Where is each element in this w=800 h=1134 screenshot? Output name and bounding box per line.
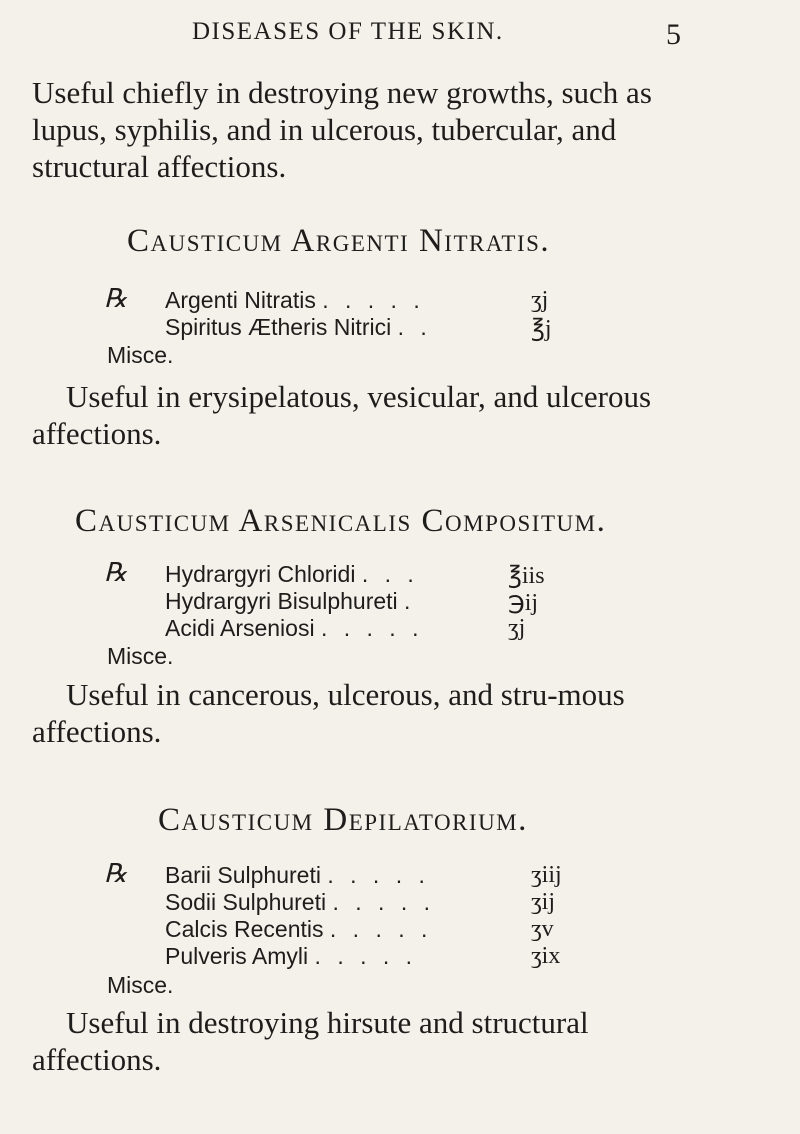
leader-dots: . . . . .: [332, 889, 436, 915]
ingredient-name: Hydrargyri Chloridi: [165, 561, 356, 587]
leader-dots: .: [404, 588, 416, 614]
leader-dots: . .: [397, 314, 432, 340]
ingredient-line: [165, 561, 545, 589]
running-head: [0, 10, 800, 50]
ingredient-line: [165, 889, 555, 916]
ingredient-amount: ʒix: [531, 943, 561, 969]
ingredient-line: [165, 314, 552, 342]
ingredient-amount: ℈ij: [508, 590, 539, 616]
intro-paragraph: Useful chiefly in destroying new growths, such as lupus, syphilis, and in ulcerous, tubercular, and structural affections.: [32, 75, 652, 184]
ingredient-line: [165, 943, 561, 970]
ingredient-line: [165, 615, 526, 642]
leader-dots: . . . . .: [314, 943, 418, 969]
ingredient-amount: ʒij: [531, 889, 555, 915]
usage-paragraph: Useful in cancerous, ulcerous, and stru-mous affections.: [32, 677, 625, 749]
ingredient-name: Acidi Arseniosi: [165, 615, 315, 641]
ingredient-name: Argenti Nitratis: [165, 287, 316, 313]
rx-symbol: ℞: [104, 558, 128, 587]
ingredient-amount: ʒiij: [531, 862, 562, 888]
ingredient-amount: ʒj: [508, 615, 526, 641]
ingredient-name: Sodii Sulphureti: [165, 889, 327, 915]
usage-paragraph: Useful in erysipelatous, vesicular, and ulcerous affections.: [32, 379, 652, 451]
leader-dots: . . . . .: [327, 862, 430, 888]
leader-dots: . . .: [361, 561, 419, 587]
page-number: 5: [666, 18, 681, 51]
ingredient-line: [165, 287, 549, 314]
running-title: DISEASES OF THE SKIN.: [192, 18, 504, 45]
ingredient-amount: ℥iis: [508, 563, 545, 589]
leader-dots: . . . . .: [329, 916, 433, 942]
ingredient-amount: ʒv: [531, 916, 554, 942]
misce-label: Misce.: [107, 972, 174, 998]
ingredient-line: [165, 862, 562, 889]
leader-dots: . . . . .: [322, 287, 425, 313]
misce-label: Misce.: [107, 643, 174, 669]
ingredient-name: Barii Sulphureti: [165, 862, 321, 888]
ingredient-name: Spiritus Ætheris Nitrici: [165, 314, 392, 340]
rx-symbol: ℞: [104, 859, 128, 888]
ingredient-name: Calcis Recentis: [165, 916, 324, 942]
usage-paragraph: Useful in destroying hirsute and structural affections.: [32, 1005, 589, 1077]
rx-symbol: ℞: [104, 284, 128, 313]
misce-label: Misce.: [107, 342, 174, 368]
ingredient-line: [165, 916, 554, 943]
leader-dots: . . . . .: [320, 615, 424, 641]
section-title-argenti: Causticum Argenti Nitratis.: [127, 223, 551, 259]
ingredient-amount: ℥j: [531, 316, 552, 342]
section-title-depilatorium: Causticum Depilatorium.: [158, 802, 528, 838]
ingredient-name: Pulveris Amyli: [165, 943, 309, 969]
ingredient-amount: ʒj: [531, 287, 549, 313]
ingredient-name: Hydrargyri Bisulphureti: [165, 588, 398, 614]
section-title-arsenicalis: Causticum Arsenicalis Compositum.: [75, 503, 607, 539]
ingredient-line: [165, 588, 539, 616]
